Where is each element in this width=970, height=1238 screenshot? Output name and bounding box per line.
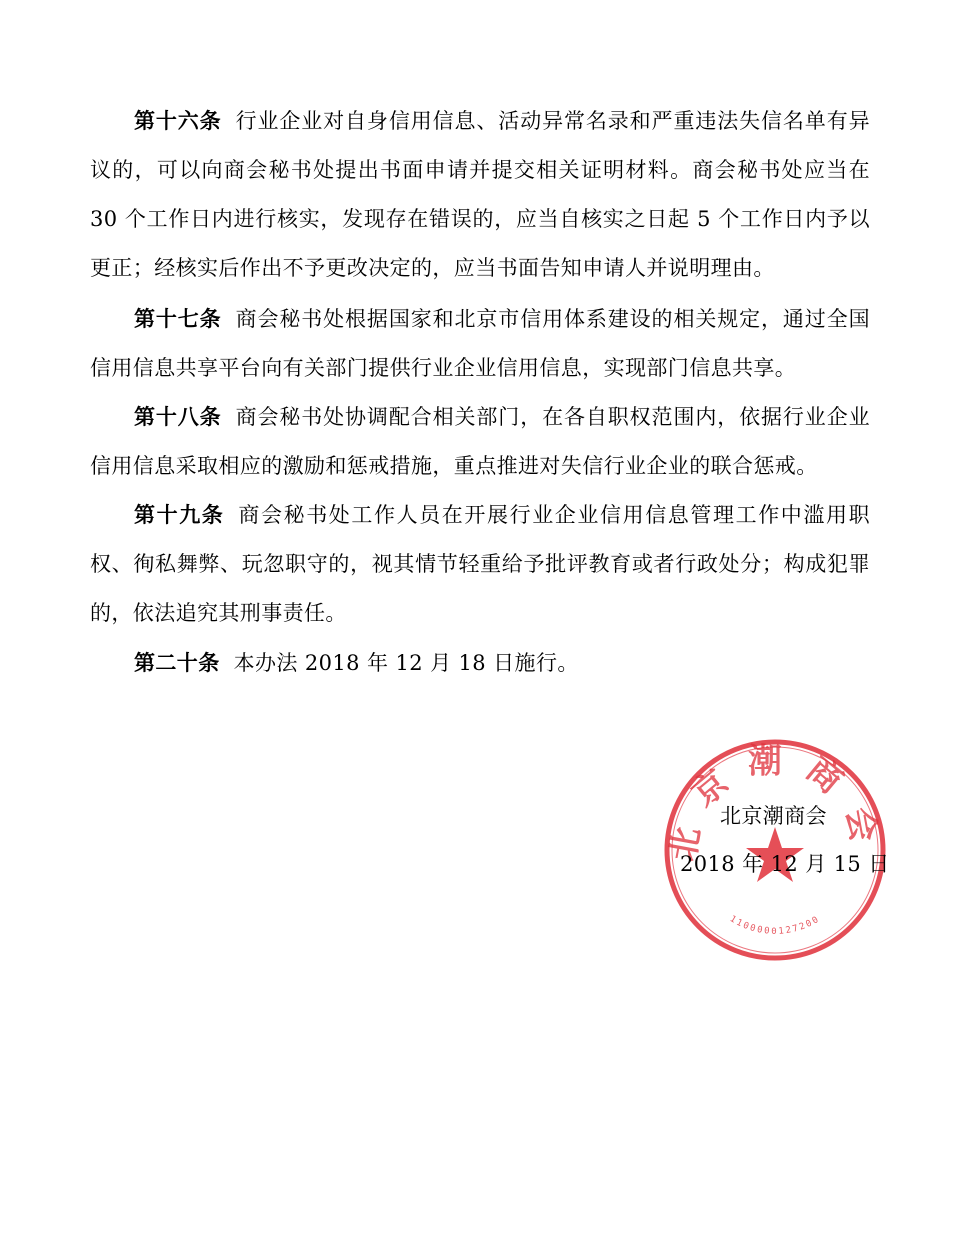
signature-date: 2018 年 12 月 15 日 [680,852,890,876]
article-17 [90,294,870,393]
article-body: 商会秘书处根据国家和北京市信用体系建设的相关规定，通过全国信用信息共享平台向有关部门提供行业企业信用信息，实现部门信息共享。 [90,307,870,380]
article-heading: 第十六条 [134,108,222,133]
article-heading: 第二十条 [134,650,220,675]
article-heading: 第十八条 [134,404,222,429]
article-heading: 第十九条 [134,502,225,527]
article-20 [90,638,870,688]
signature-organization: 北京潮商会 [720,804,827,828]
article-body: 商会秘书处协调配合相关部门，在各自职权范围内，依据行业企业信用信息采取相应的激励和惩戒措施，重点推进对失信行业企业的联合惩戒。 [90,405,870,478]
article-body: 商会秘书处工作人员在开展行业企业信用信息管理工作中滥用职权、徇私舞弊、玩忽职守的，视其情节轻重给予批评教育或者行政处分；构成犯罪的，依法追究其刑事责任。 [90,503,870,625]
svg-text:1100000127200: 1100000127200 [727,914,823,937]
article-16 [90,96,870,293]
article-19 [90,490,870,638]
article-body: 本办法 2018 年 12 月 18 日施行。 [233,651,579,675]
article-body: 行业企业对自身信用信息、活动异常名录和严重违法失信名单有异议的，可以向商会秘书处提出书面申请并提交相关证明材料。商会秘书处应当在 30 个工作日内进行核实，发现存在错误的，应当自核实之日起 5 个工作日内予以更正；经核实后作出不予更改决定的，应当书面告知申请人并说明理由。 [90,109,870,280]
article-18 [90,392,870,491]
article-heading: 第十七条 [134,306,222,331]
svg-text:北京潮商会: 北京潮商会 [662,741,888,865]
